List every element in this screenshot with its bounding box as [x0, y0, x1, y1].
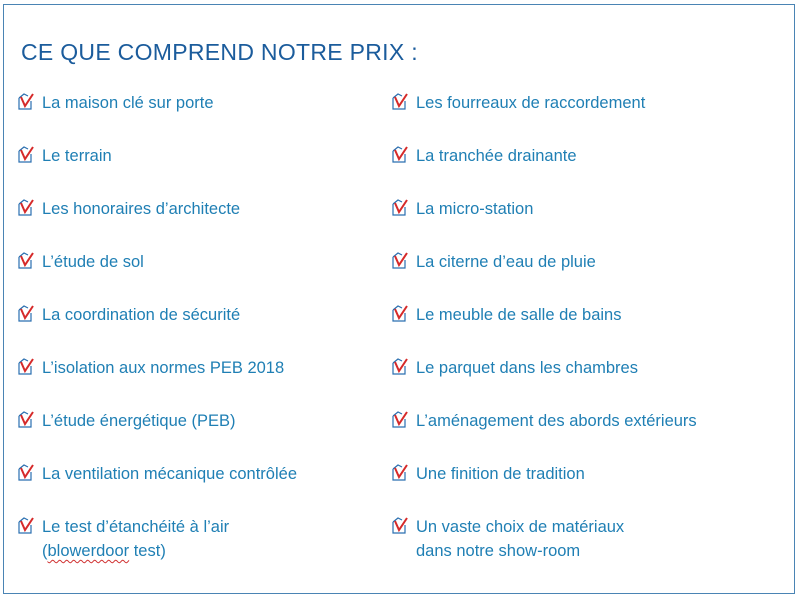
checklist-item-label	[42, 197, 240, 221]
page-title: CE QUE COMPREND NOTRE PRIX :	[21, 39, 418, 65]
checklist-item-label	[416, 515, 624, 563]
checklist-item-label	[42, 250, 144, 274]
spellcheck-underlined-word: blowerdoor	[47, 542, 130, 560]
checklist-item	[16, 410, 236, 433]
checklist-item	[390, 304, 621, 327]
checklist-item-label	[416, 197, 533, 221]
label-line: dans notre show-room	[416, 542, 581, 560]
checklist-item	[16, 304, 240, 327]
checkmark-icon	[16, 410, 36, 430]
checklist-item	[16, 463, 297, 486]
checklist-item-label	[42, 462, 297, 486]
checklist-item	[16, 251, 144, 274]
checkmark-icon	[390, 92, 410, 112]
checklist-item-label	[416, 144, 577, 168]
checklist-item-label	[42, 303, 240, 327]
checklist-item-label	[416, 303, 621, 327]
checkmark-icon	[16, 516, 36, 536]
checklist-item	[390, 198, 533, 221]
checklist-item-label	[42, 144, 112, 168]
label-line: L’étude de sol	[42, 253, 144, 271]
checkmark-icon	[16, 304, 36, 324]
checkmark-icon	[390, 410, 410, 430]
checkmark-icon	[16, 463, 36, 483]
checklist-item-label	[416, 409, 697, 433]
checklist-item-label	[42, 356, 284, 380]
checklist-item	[390, 92, 645, 115]
label-line: Un vaste choix de matériaux	[416, 518, 625, 536]
label-line: L’aménagement des abords extérieurs	[416, 412, 697, 430]
label-line: (blowerdoor test)	[42, 542, 166, 560]
label-line: Une finition de tradition	[416, 465, 585, 483]
checklist-item	[390, 251, 596, 274]
checklist-item-label	[42, 515, 229, 563]
checkmark-icon	[16, 92, 36, 112]
checklist-item	[16, 198, 240, 221]
checklist-item	[390, 516, 624, 563]
checkmark-icon	[16, 357, 36, 377]
checklist-item	[16, 145, 112, 168]
checklist-item	[16, 92, 214, 115]
checkmark-icon	[390, 198, 410, 218]
checklist-item-label	[42, 409, 236, 433]
checkmark-icon	[16, 251, 36, 271]
checkmark-icon	[390, 516, 410, 536]
checklist-item	[16, 516, 229, 563]
checklist-item	[390, 357, 638, 380]
label-line: L’isolation aux normes PEB 2018	[42, 359, 285, 377]
label-line: La ventilation mécanique contrôlée	[42, 465, 298, 483]
checklist-item-label	[416, 250, 596, 274]
label-line: L’étude énergétique (PEB)	[42, 412, 236, 430]
checkmark-icon	[16, 145, 36, 165]
checklist-item-label	[42, 91, 214, 115]
label-line: La coordination de sécurité	[42, 306, 241, 324]
checkmark-icon	[390, 251, 410, 271]
checklist-item	[390, 145, 577, 168]
checkmark-icon	[16, 198, 36, 218]
checklist-item-label	[416, 356, 638, 380]
label-line: Les fourreaux de raccordement	[416, 94, 646, 112]
checkmark-icon	[390, 463, 410, 483]
checklist-item	[390, 463, 585, 486]
checklist-item-label	[416, 462, 585, 486]
label-line: Les honoraires d’architecte	[42, 200, 241, 218]
label-line: La tranchée drainante	[416, 147, 577, 165]
checklist-item	[390, 410, 697, 433]
label-line: La maison clé sur porte	[42, 94, 214, 112]
checkmark-icon	[390, 304, 410, 324]
checkmark-icon	[390, 357, 410, 377]
label-line: Le parquet dans les chambres	[416, 359, 638, 377]
label-line: La micro-station	[416, 200, 534, 218]
label-line: La citerne d’eau de pluie	[416, 253, 596, 271]
checkmark-icon	[390, 145, 410, 165]
label-line: Le terrain	[42, 147, 112, 165]
checklist-item	[16, 357, 284, 380]
checklist-item-label	[416, 91, 645, 115]
label-line: Le test d’étanchéité à l’air	[42, 518, 230, 536]
label-line: Le meuble de salle de bains	[416, 306, 622, 324]
